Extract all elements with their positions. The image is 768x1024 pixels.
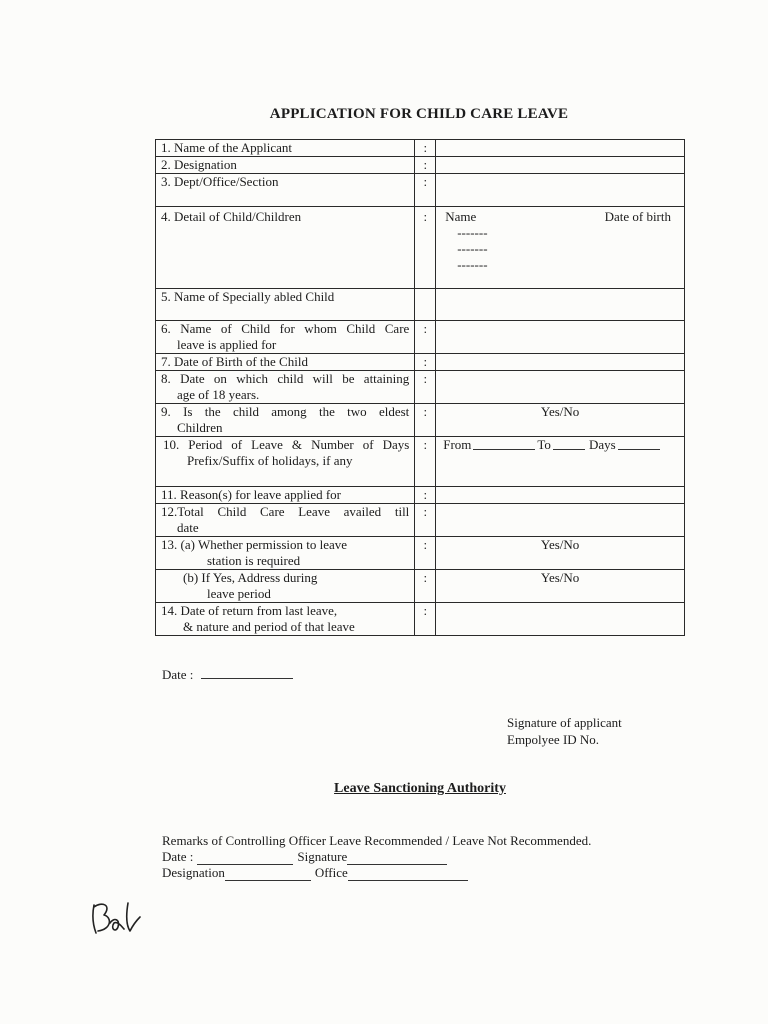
label-line: 12.Total Child Care Leave availed till	[161, 504, 410, 519]
field-total-leave-availed[interactable]	[436, 504, 685, 537]
authority-designation-office-line	[162, 865, 591, 881]
colon: :	[415, 603, 436, 636]
authority-designation-blank[interactable]	[225, 868, 311, 881]
label-specially-abled-child: 5. Name of Specially abled Child	[156, 289, 415, 321]
label-applicant-name: 1. Name of the Applicant	[156, 140, 415, 157]
application-date	[162, 666, 293, 683]
colon: :	[415, 354, 436, 371]
label-line: 14. Date of return from last leave,	[161, 603, 338, 618]
table-row	[156, 321, 685, 354]
authority-date-label: Date :	[162, 849, 194, 864]
colon: :	[415, 174, 436, 207]
field-eldest-child[interactable]: Yes/No	[436, 404, 685, 437]
label-line: leave is applied for	[177, 336, 277, 352]
table-row	[156, 404, 685, 437]
label-child-for-leave	[156, 321, 415, 354]
remarks-text: Remarks of Controlling Officer Leave Recommended / Leave Not Recommended.	[162, 833, 592, 848]
label-reason: 11. Reason(s) for leave applied for	[156, 487, 415, 504]
days-label: Days	[588, 437, 616, 452]
application-form-table	[155, 139, 685, 636]
table-row	[156, 504, 685, 537]
colon: :	[415, 504, 436, 537]
colon: :	[415, 371, 436, 404]
to-blank[interactable]	[553, 437, 585, 450]
colon: :	[415, 157, 436, 174]
label-age-18-date	[156, 371, 415, 404]
to-label: To	[537, 437, 551, 452]
label-line: 9. Is the child among the two eldest	[161, 404, 410, 419]
days-blank[interactable]	[618, 437, 660, 450]
field-specially-abled-child[interactable]	[436, 289, 685, 321]
colon: :	[415, 537, 436, 570]
colon: :	[415, 437, 436, 487]
table-row	[156, 140, 685, 157]
label-designation: 2. Designation	[156, 157, 415, 174]
from-blank[interactable]	[473, 437, 535, 450]
form-title: APPLICATION FOR CHILD CARE LEAVE	[269, 106, 569, 122]
authority-date-signature-line	[162, 849, 591, 865]
label-line: 10. Period of Leave & Number of Days	[163, 437, 410, 452]
field-leave-period[interactable]	[436, 437, 685, 487]
table-row	[156, 157, 685, 174]
child-dob-header: Date of birth	[604, 209, 671, 224]
child-entry-1[interactable]: -------	[457, 224, 488, 240]
label-leave-period	[156, 437, 415, 487]
colon: :	[415, 570, 436, 603]
field-child-dob[interactable]	[436, 354, 685, 371]
date-label: Date :	[162, 667, 194, 682]
table-row	[156, 437, 685, 487]
signature-label: Signature of applicant	[507, 715, 622, 730]
child-name-header: Name	[445, 209, 477, 224]
field-age-18-date[interactable]	[436, 371, 685, 404]
table-row	[156, 371, 685, 404]
authority-remarks	[162, 833, 591, 881]
label-dept: 3. Dept/Office/Section	[156, 174, 415, 207]
label-line: 8. Date on which child will be attaining	[161, 371, 410, 386]
applicant-signature-block	[507, 714, 622, 748]
label-eldest-child	[156, 404, 415, 437]
handwritten-initials-mark	[88, 897, 148, 941]
colon: :	[415, 140, 436, 157]
label-line: date	[177, 519, 199, 535]
date-blank[interactable]	[201, 666, 293, 679]
label-station-permission	[156, 537, 415, 570]
child-details-header	[441, 209, 679, 225]
table-row	[156, 570, 685, 603]
field-applicant-name[interactable]	[436, 140, 685, 157]
label-return-from-last-leave	[156, 603, 415, 636]
field-child-for-leave[interactable]	[436, 321, 685, 354]
authority-date-blank[interactable]	[197, 852, 293, 865]
authority-designation-label: Designation	[162, 865, 225, 880]
table-row	[156, 207, 685, 289]
table-row	[156, 174, 685, 207]
label-child-details: 4. Detail of Child/Children	[156, 207, 415, 289]
table-row	[156, 603, 685, 636]
label-line: Prefix/Suffix of holidays, if any	[187, 452, 353, 468]
authority-office-blank[interactable]	[348, 868, 468, 881]
authority-office-label: Office	[314, 865, 348, 880]
table-row	[156, 487, 685, 504]
label-leave-address	[156, 570, 415, 603]
child-entry-2[interactable]: -------	[457, 240, 488, 256]
label-line: & nature and period of that leave	[183, 618, 355, 634]
table-row	[156, 537, 685, 570]
colon-empty	[415, 289, 436, 321]
field-designation[interactable]	[436, 157, 685, 174]
label-line: age of 18 years.	[177, 386, 260, 402]
from-label: From	[443, 437, 472, 452]
label-line: 6. Name of Child for whom Child Care	[161, 321, 410, 336]
colon: :	[415, 207, 436, 289]
colon: :	[415, 487, 436, 504]
table-row	[156, 289, 685, 321]
label-line: station is required	[207, 552, 301, 568]
field-return-from-last-leave[interactable]	[436, 603, 685, 636]
child-entry-3[interactable]: -------	[457, 256, 488, 272]
label-total-leave-availed	[156, 504, 415, 537]
leave-period-fields	[441, 437, 679, 453]
field-reason[interactable]	[436, 487, 685, 504]
table-row	[156, 354, 685, 371]
field-station-permission[interactable]: Yes/No	[436, 537, 685, 570]
field-child-details[interactable]	[436, 207, 685, 289]
authority-signature-label: Signature	[297, 849, 348, 864]
label-line: (b) If Yes, Address during	[183, 570, 318, 585]
field-dept[interactable]	[436, 174, 685, 207]
authority-title: Leave Sanctioning Authority	[334, 781, 506, 796]
label-line: Children	[177, 419, 223, 435]
label-line: 13. (a) Whether permission to leave	[161, 537, 348, 552]
colon: :	[415, 321, 436, 354]
employee-id-label: Empolyee ID No.	[507, 732, 600, 747]
label-line: leave period	[207, 585, 271, 601]
label-child-dob: 7. Date of Birth of the Child	[156, 354, 415, 371]
colon: :	[415, 404, 436, 437]
field-leave-address[interactable]: Yes/No	[436, 570, 685, 603]
authority-signature-blank[interactable]	[347, 852, 447, 865]
